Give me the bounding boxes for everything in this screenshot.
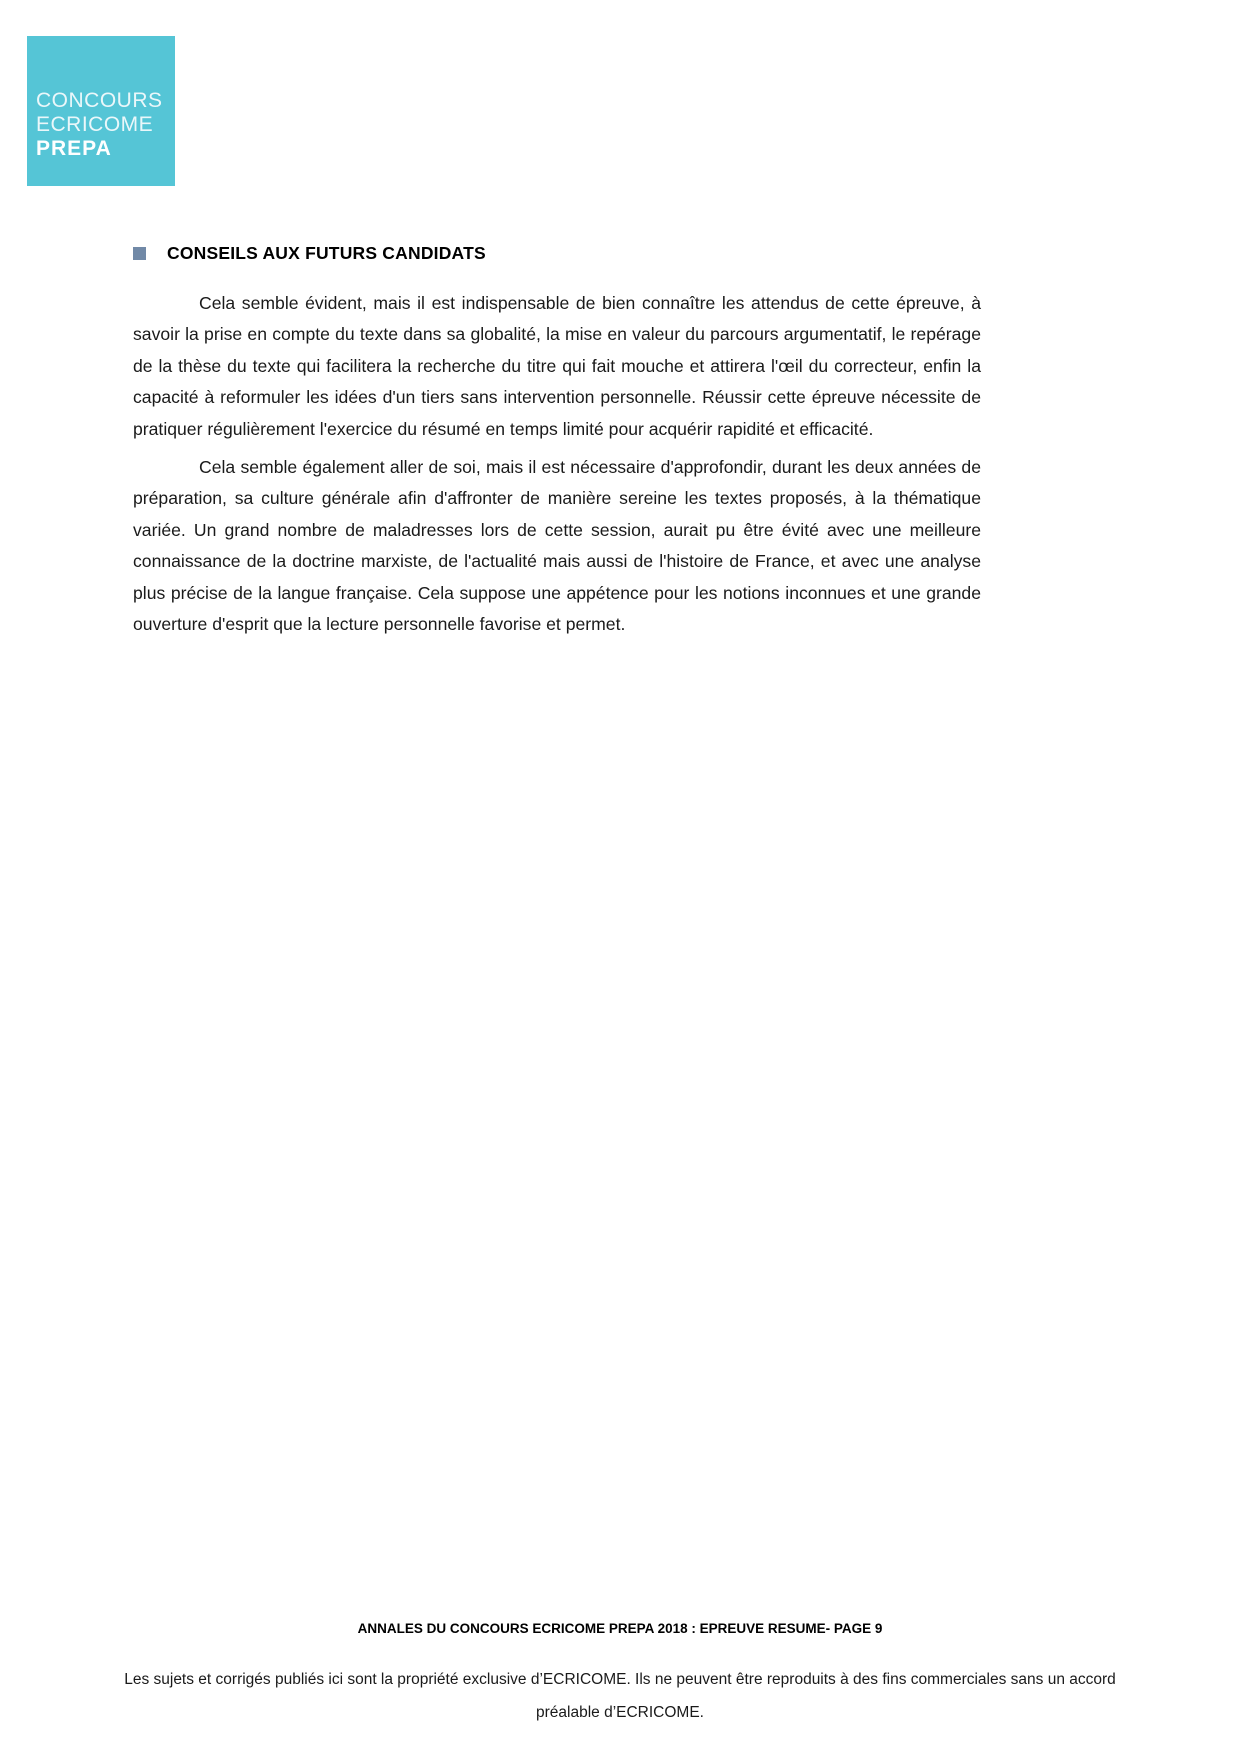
logo-line-ecricome: ECRICOME	[36, 113, 154, 136]
square-bullet-icon	[133, 247, 146, 260]
footer-annales-line: ANNALES DU CONCOURS ECRICOME PREPA 2018 : EPREUVE RESUME- PAGE 9	[357, 1621, 883, 1636]
body-text	[133, 288, 981, 647]
paragraph-2: Cela semble également aller de soi, mais il est nécessaire d'approfondir, durant les deux années de préparation, sa culture générale afin d'affronter de manière sereine les textes proposés, à la thématique variée. Un grand nombre de maladresses lors de cette session, aurait pu être évité avec une meilleure connaissance de la doctrine marxiste, de l'actualité mais aussi de l'histoire de France, et avec une analyse plus précise de la langue française. Cela suppose une appétence pour les notions inconnues et une grande ouverture d'esprit que la lecture personnelle favorise et permet.	[133, 457, 981, 635]
logo-line-concours: CONCOURS	[36, 89, 163, 112]
footer-disclaimer: Les sujets et corrigés publiés ici sont la propriété exclusive d’ECRICOME. Ils ne peuvent être reproduits à des fins commerciales sans un accord préalable d’ECRICOME.	[124, 1671, 1116, 1721]
section-heading	[133, 243, 486, 264]
section-title: CONSEILS AUX FUTURS CANDIDATS	[167, 243, 486, 263]
ecricome-prepa-logo	[27, 36, 175, 186]
paragraph-1: Cela semble évident, mais il est indispensable de bien connaître les attendus de cette épreuve, à savoir la prise en compte du texte dans sa globalité, la mise en valeur du parcours argumentatif, le repérage de la thèse du texte qui facilitera la recherche du titre qui fait mouche et attirera l'œil du correcteur, enfin la capacité à reformuler les idées d'un tiers sans intervention personnelle. Réussir cette épreuve nécessite de pratiquer régulièrement l'exercice du résumé en temps limité pour acquérir rapidité et efficacité.	[133, 293, 981, 439]
logo-line-prepa: PREPA	[36, 137, 112, 160]
